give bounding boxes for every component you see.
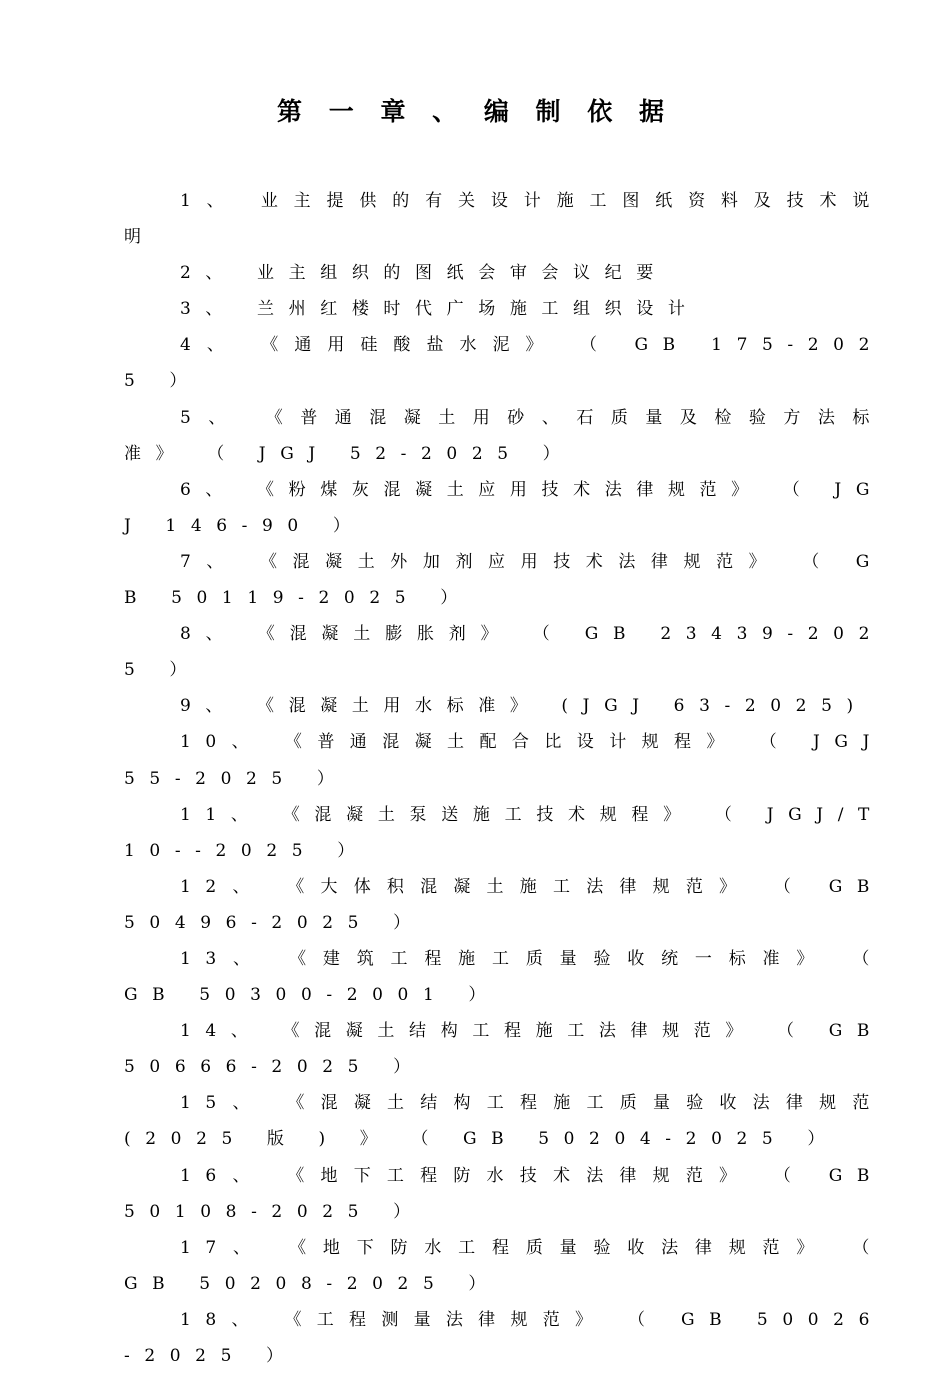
chapter-title: 第 一 章 、 编 制 依 据 bbox=[277, 97, 673, 126]
reference-item: 12、 《大体积混凝土施工法律规范》 （ GB 50496-2025 ） bbox=[124, 876, 884, 933]
reference-item: 7、 《混凝土外加剂应用技术法律规范》 （ GB 50119-2025 ） bbox=[124, 551, 884, 609]
reference-item: 6、 《粉煤灰混凝土应用技术法律规范》 （ JGJ 146-90 ） bbox=[124, 479, 884, 536]
reference-list bbox=[124, 183, 884, 1374]
reference-item: 3、 兰州红楼时代广场施工组织设计 bbox=[180, 299, 700, 320]
reference-item: 9、 《混凝土用水标准》 (JGJ 63-2025) bbox=[180, 696, 868, 717]
reference-item: 8、 《混凝土膨胀剂》 （ GB 23439-2025 ） bbox=[124, 624, 884, 681]
reference-item: 4、 《通用硅酸盐水泥》 （ GB 175-2025 ） bbox=[124, 335, 884, 392]
reference-item: 13、 《建筑工程施工质量验收统一标准》 （ GB 50300-2001 ） bbox=[124, 948, 884, 1006]
reference-item: 17、 《地下防水工程质量验收法律规范》 （ GB 50208-2025 ） bbox=[124, 1237, 884, 1294]
reference-item: 11、 《混凝土泵送施工技术规程》 （ JGJ/T 10--2025 ） bbox=[124, 804, 884, 861]
reference-item: 14、 《混凝土结构工程施工法律规范》 （ GB 50666-2025 ） bbox=[124, 1021, 884, 1078]
reference-item: 5、 《普通混凝土用砂、石质量及检验方法标准》 （ JGJ 52-2025 ） bbox=[124, 407, 884, 464]
reference-item: 10、 《普通混凝土配合比设计规程》 （ JGJ 55-2025 ） bbox=[124, 732, 884, 789]
reference-item: 1、 业主提供的有关设计施工图纸资料及技术说明 bbox=[124, 191, 884, 248]
reference-item: 15、 《混凝土结构工程施工质量验收法律规范 (2025 版 ) 》 （ GB 50204-2025 ） bbox=[124, 1093, 884, 1150]
reference-item: 16、 《地下工程防水技术法律规范》 （ GB 50108-2025 ） bbox=[124, 1165, 884, 1222]
reference-item: 2、 业主组织的图纸会审会议纪要 bbox=[180, 263, 668, 284]
reference-item: 18、 《工程测量法律规范》 （ GB 50026-2025 ） bbox=[124, 1309, 884, 1366]
